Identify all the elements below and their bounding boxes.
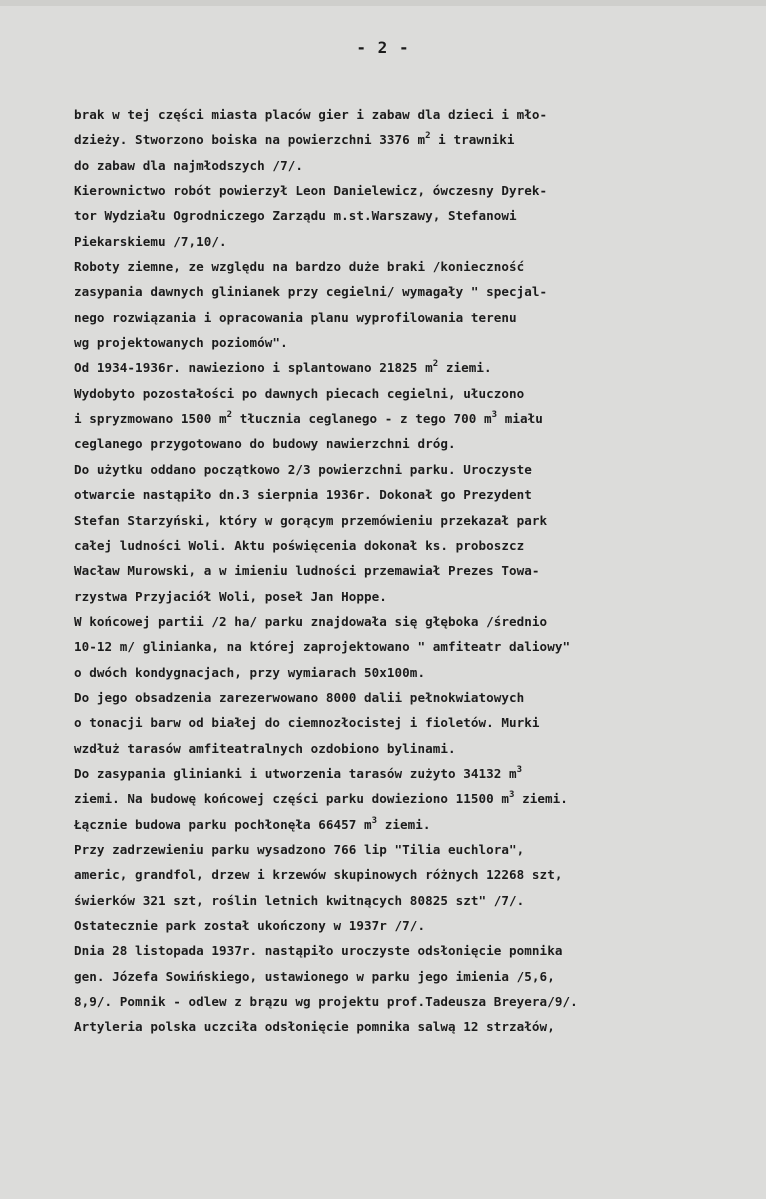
text-line: W końcowej partii /2 ha/ parku znajdowała się głęboka /średnio (74, 613, 548, 629)
text-line: Do zasypania glinianki i utworzenia tarasów zużyto 34132 $m^3$ (74, 764, 523, 781)
superscript: 3 (509, 790, 515, 801)
text-line: o dwóch kondygnacjach, przy wymiarach 50x100m. (74, 664, 426, 680)
text-line: o tonacji barw od białej do ciemnozłocistej i fioletów. Murki (74, 715, 540, 731)
text-line: Ostatecznie park został ukończony w 1937r /7/. (74, 918, 426, 933)
superscript: 2 (432, 359, 439, 370)
text-line: americ, grandfol, drzew i krzewów skupinowych różnych 12268 szt, (74, 867, 563, 883)
text-line: Wydobyto pozostałości po dawnych piecach cegielni, ułuczono (74, 385, 525, 401)
superscript: 3 (491, 410, 498, 421)
text-line: dzieży. Stworzono boiska na powierzchni 3376 $m^2$ i trawniki (74, 131, 515, 148)
text-line: Łącznie budowa parku pochłonęła 66457 $m^3$ ziemi. (74, 815, 431, 832)
text-line: Dnia 28 listopada 1937r. nastąpiło uroczyste odsłonięcie pomnika (74, 943, 563, 959)
superscript: 2 (425, 131, 431, 142)
text-line: wzdłuż tarasów amfiteatralnych ozdobiono bylinami. (74, 740, 456, 756)
text-line: 10-12 m/ glinianka, na której zaprojektowano " amfiteatr daliowy" (74, 639, 571, 655)
text-line: Do użytku oddano początkowo 2/3 powierzchni parku. Uroczyste (74, 461, 532, 477)
text-line: 8,9/. Pomnik - odlew z brązu wg projektu prof.Tadeusza Breyera/9/. (74, 994, 578, 1010)
text-line: ziemi. Na budowę końcowej części parku dowieziono 11500 $m^3$ ziemi. (74, 790, 568, 807)
text-line: Od 1934-1936r. nawieziono i splantowano 21825 $m^2$ ziemi. (74, 359, 492, 376)
text-line: tor Wydziału Ogrodniczego Zarządu m.st.Warszawy, Stefanowi (74, 208, 517, 224)
superscript: 3 (516, 764, 523, 775)
text-line: gen. Józefa Sowińskiego, ustawionego w parku jego imienia /5,6, (74, 968, 555, 984)
text-line: brak w tej części miasta placów gier i zabaw dla dzieci i mło- (74, 107, 548, 122)
text-line: Roboty ziemne, ze względu na bardzo duże braki /konieczność (74, 259, 525, 275)
text-line: Kierownictwo robót powierzył Leon Danielewicz, ówczesny Dyrek- (74, 183, 548, 199)
page-top-edge (0, 0, 766, 6)
typewritten-body (74, 102, 764, 1040)
text-line: zasypania dawnych glinianek przy cegielni/ wymagały " specjal- (74, 284, 548, 300)
text-line: rzystwa Przyjaciół Woli, poseł Jan Hoppe. (74, 588, 387, 604)
text-line: wg projektowanych poziomów". (74, 335, 288, 351)
superscript: 2 (226, 410, 233, 421)
text-line: świerków 321 szt, roślin letnich kwitnących 80825 szt" /7/. (74, 892, 525, 908)
text-line: Stefan Starzyński, który w gorącym przemówieniu przekazał park (74, 512, 548, 528)
text-line: Artyleria polska uczciła odsłonięcie pomnika salwą 12 strzałów, (74, 1019, 555, 1035)
text-line: Piekarskiemu /7,10/. (74, 233, 227, 249)
text-line: i spryzmowano 1500 $m^2$ tłucznia ceglanego - z tego 700 $m^3$ miału (74, 410, 543, 427)
superscript: 3 (371, 815, 378, 826)
page-number: - 2 - (356, 38, 410, 57)
text-line: nego rozwiązania i opracowania planu wyprofilowania terenu (74, 309, 517, 325)
text-line: całej ludności Woli. Aktu poświęcenia dokonał ks. proboszcz (74, 537, 525, 553)
text-line: Wacław Murowski, a w imieniu ludności przemawiał Prezes Towa- (74, 563, 540, 579)
text-line: ceglanego przygotowano do budowy nawierzchni dróg. (74, 436, 456, 452)
text-line: Przy zadrzewieniu parku wysadzono 766 lip "Tilia euchlora", (74, 841, 525, 857)
text-line: otwarcie nastąpiło dn.3 sierpnia 1936r. Dokonał go Prezydent (74, 487, 532, 503)
text-line: Do jego obsadzenia zarezerwowano 8000 dalii pełnokwiatowych (74, 689, 525, 705)
text-line: do zabaw dla najmłodszych /7/. (74, 157, 303, 173)
